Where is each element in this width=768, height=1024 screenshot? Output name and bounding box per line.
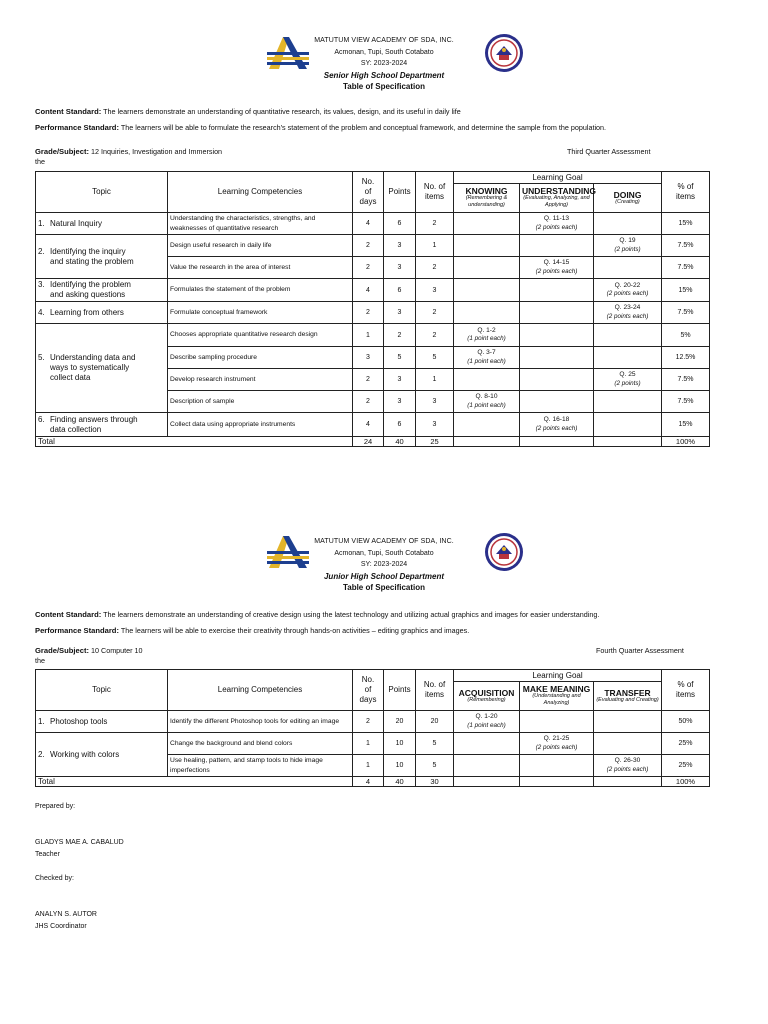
total-items: 30 <box>416 777 454 787</box>
items-cell: 3 <box>416 413 454 437</box>
days-cell: 4 <box>353 413 384 437</box>
topic-cell: 1. Natural Inquiry <box>36 213 168 235</box>
goal2-cell: Q. 11-13 (2 points each) <box>520 213 594 235</box>
goal3-cell: Q. 19 (2 points) <box>594 235 662 257</box>
quarter-label: Fourth Quarter Assessment <box>596 646 684 655</box>
checker-title: JHS Coordinator <box>35 923 87 930</box>
competency-cell: Change the background and blend colors <box>168 733 353 755</box>
days-cell: 1 <box>353 755 384 777</box>
shs-tos-table <box>35 171 710 447</box>
days-cell: 2 <box>353 711 384 733</box>
points-cell: 20 <box>384 711 416 733</box>
table-row <box>36 235 710 257</box>
header-goal-understanding: UNDERSTANDING (Evaluating, Analyzing, and Applying) <box>520 184 594 213</box>
topic-cell: 2. Identifying the inquiry and stating the problem <box>36 235 168 279</box>
total-percent: 100% <box>662 437 710 447</box>
percent-cell: 12.5% <box>662 347 710 369</box>
goal3-cell <box>594 347 662 369</box>
topic-cell: 5. Understanding data and ways to systematically collect data <box>36 324 168 413</box>
percent-cell: 15% <box>662 279 710 302</box>
prepared-by-label: Prepared by: <box>35 803 76 810</box>
jhs-letterhead <box>0 532 768 594</box>
header-percent: % of items <box>662 172 710 213</box>
points-cell: 3 <box>384 302 416 324</box>
items-cell: 1 <box>416 235 454 257</box>
topic-cell: 1. Photoshop tools <box>36 711 168 733</box>
goal1-cell <box>454 733 520 755</box>
performance-standard-text: The learners will be able to formulate the research's statement of the problem and conceptual framework, and determine the sample from the population. <box>120 123 607 132</box>
total-label: Total <box>36 777 353 787</box>
goal2-cell <box>520 302 594 324</box>
percent-cell: 15% <box>662 213 710 235</box>
points-cell: 3 <box>384 235 416 257</box>
points-cell: 6 <box>384 279 416 302</box>
goal2-cell <box>520 324 594 347</box>
percent-cell: 7.5% <box>662 302 710 324</box>
percent-cell: 5% <box>662 324 710 347</box>
grade-subject-label: Grade/Subject: <box>35 646 90 655</box>
topic-cell: 2. Working with colors <box>36 733 168 777</box>
goal3-cell: Q. 26-30 (2 points each) <box>594 755 662 777</box>
competency-cell: Develop research instrument <box>168 369 353 391</box>
percent-cell: 7.5% <box>662 391 710 413</box>
items-cell: 5 <box>416 347 454 369</box>
grade-subject-value: 10 Computer 10 <box>91 646 143 655</box>
topic-cell: 3. Identifying the problem and asking questions <box>36 279 168 302</box>
competency-cell: Description of sample <box>168 391 353 413</box>
table-row <box>36 279 710 302</box>
goal2-cell <box>520 347 594 369</box>
topic-cell: 6. Finding answers through data collection <box>36 413 168 437</box>
goal2-cell <box>520 391 594 413</box>
days-cell: 1 <box>353 733 384 755</box>
points-cell: 3 <box>384 369 416 391</box>
goal1-cell <box>454 235 520 257</box>
competency-cell: Collect data using appropriate instruments <box>168 413 353 437</box>
preparer-title: Teacher <box>35 851 60 858</box>
header-items: No. of items <box>416 172 454 213</box>
goal2-cell: Q. 14-15 (2 points each) <box>520 257 594 279</box>
goal3-cell <box>594 324 662 347</box>
goal3-cell <box>594 711 662 733</box>
percent-cell: 25% <box>662 733 710 755</box>
points-cell: 2 <box>384 324 416 347</box>
header-learning-goal: Learning Goal <box>454 172 662 184</box>
competency-cell: Understanding the characteristics, strengths, and weaknesses of quantitative research <box>168 213 353 235</box>
days-cell: 2 <box>353 257 384 279</box>
header-competencies: Learning Competencies <box>168 172 353 213</box>
performance-standard-label: Performance Standard: <box>35 626 119 635</box>
competency-cell: Formulate conceptual framework <box>168 302 353 324</box>
percent-cell: 7.5% <box>662 235 710 257</box>
items-cell: 5 <box>416 755 454 777</box>
header-topic: Topic <box>36 172 168 213</box>
header-items: No. of items <box>416 670 454 711</box>
points-cell: 6 <box>384 213 416 235</box>
days-cell: 4 <box>353 279 384 302</box>
goal3-cell <box>594 213 662 235</box>
competency-cell: Use healing, pattern, and stamp tools to hide image imperfections <box>168 755 353 777</box>
items-cell: 2 <box>416 324 454 347</box>
goal2-cell <box>520 279 594 302</box>
percent-cell: 15% <box>662 413 710 437</box>
school-name: MATUTUM VIEW ACADEMY OF SDA, INC. <box>314 37 454 44</box>
points-cell: 10 <box>384 733 416 755</box>
days-cell: 2 <box>353 235 384 257</box>
goal3-cell: Q. 25 (2 points) <box>594 369 662 391</box>
grade-subject-value: 12 Inquiries, Investigation and Immersion <box>91 147 223 156</box>
goal1-cell: Q. 8-10 (1 point each) <box>454 391 520 413</box>
department-title: Senior High School Department <box>323 70 445 80</box>
days-cell: 2 <box>353 302 384 324</box>
goal1-cell <box>454 213 520 235</box>
goal1-cell: Q. 1-2 (1 point each) <box>454 324 520 347</box>
goal3-cell: Q. 20-22 (2 points each) <box>594 279 662 302</box>
stray-text: the <box>35 157 45 166</box>
jhs-section <box>0 532 768 786</box>
goal2-cell: Q. 16-18 (2 points each) <box>520 413 594 437</box>
department-title: Junior High School Department <box>323 571 444 581</box>
goal3-cell <box>594 733 662 755</box>
items-cell: 2 <box>416 213 454 235</box>
school-year: SY: 2023-2024 <box>360 561 408 568</box>
content-standard-text: The learners demonstrate an understanding of quantitative research, its values, design, and its useful in daily life <box>103 107 461 116</box>
header-percent: % of items <box>662 670 710 711</box>
points-cell: 5 <box>384 347 416 369</box>
table-title: Table of Specification <box>342 82 426 91</box>
competency-cell: Value the research in the area of interest <box>168 257 353 279</box>
shs-grade-subject-row <box>35 147 735 166</box>
preparer-name: GLADYS MAE A. CABALUD <box>35 839 124 846</box>
checker-name: ANALYN S. AUTOR <box>35 911 97 918</box>
items-cell: 2 <box>416 257 454 279</box>
total-percent: 100% <box>662 777 710 787</box>
table-row <box>36 324 710 347</box>
content-standard-label: Content Standard: <box>35 107 102 116</box>
goal1-cell <box>454 257 520 279</box>
goal3-cell <box>594 413 662 437</box>
header-goal-doing: DOING (Creating) <box>594 184 662 213</box>
table-row <box>36 711 710 733</box>
header-days: No. of days <box>353 670 384 711</box>
school-year: SY: 2023-2024 <box>360 60 408 67</box>
percent-cell: 50% <box>662 711 710 733</box>
total-items: 25 <box>416 437 454 447</box>
points-cell: 10 <box>384 755 416 777</box>
percent-cell: 7.5% <box>662 369 710 391</box>
table-row <box>36 302 710 324</box>
shs-standards <box>35 104 735 136</box>
stray-text: the <box>35 656 45 665</box>
goal2-cell <box>520 711 594 733</box>
school-name: MATUTUM VIEW ACADEMY OF SDA, INC. <box>314 538 454 545</box>
days-cell: 2 <box>353 369 384 391</box>
school-address: Acmonan, Tupi, South Cotabato <box>334 549 434 557</box>
performance-standard-label: Performance Standard: <box>35 123 119 132</box>
topic-cell: 4. Learning from others <box>36 302 168 324</box>
percent-cell: 25% <box>662 755 710 777</box>
jhs-standards <box>35 607 735 639</box>
goal1-cell <box>454 369 520 391</box>
goal2-cell <box>520 369 594 391</box>
header-competencies: Learning Competencies <box>168 670 353 711</box>
points-cell: 3 <box>384 257 416 279</box>
items-cell: 3 <box>416 279 454 302</box>
days-cell: 3 <box>353 347 384 369</box>
table-row <box>36 213 710 235</box>
header-goal-make-meaning: MAKE MEANING (Understanding and Analyzing) <box>520 682 594 711</box>
goal1-cell <box>454 413 520 437</box>
jhs-grade-subject-row <box>35 646 735 665</box>
items-cell: 1 <box>416 369 454 391</box>
items-cell: 3 <box>416 391 454 413</box>
goal2-cell <box>520 235 594 257</box>
header-goal-knowing: KNOWING (Remembering & understanding) <box>454 184 520 213</box>
competency-cell: Chooses appropriate quantitative research design <box>168 324 353 347</box>
signoff-block <box>35 801 124 933</box>
header-points: Points <box>384 172 416 213</box>
total-label: Total <box>36 437 353 447</box>
days-cell: 1 <box>353 324 384 347</box>
competency-cell: Formulates the statement of the problem <box>168 279 353 302</box>
header-topic: Topic <box>36 670 168 711</box>
jhs-tos-table <box>35 669 710 787</box>
goal1-cell: Q. 1-20 (1 point each) <box>454 711 520 733</box>
table-row <box>36 413 710 437</box>
total-days: 24 <box>353 437 384 447</box>
goal2-cell: Q. 21-25 (2 points each) <box>520 733 594 755</box>
items-cell: 20 <box>416 711 454 733</box>
performance-standard-text: The learners will be able to exercise their creativity through hands-on activities – editing graphics and images. <box>120 626 470 635</box>
goal2-cell <box>520 755 594 777</box>
goal3-cell <box>594 391 662 413</box>
checked-by-label: Checked by: <box>35 875 74 882</box>
header-points: Points <box>384 670 416 711</box>
header-goal-transfer: TRANSFER (Evaluating and Creating) <box>594 682 662 711</box>
percent-cell: 7.5% <box>662 257 710 279</box>
goal1-cell <box>454 755 520 777</box>
shs-letterhead <box>0 33 768 95</box>
competency-cell: Identify the different Photoshop tools for editing an image <box>168 711 353 733</box>
competency-cell: Design useful research in daily life <box>168 235 353 257</box>
content-standard-text: The learners demonstrate an understanding of creative design using the latest technology and utilizing actual graphics and images for easier understanding. <box>103 610 600 619</box>
points-cell: 3 <box>384 391 416 413</box>
header-goal-acquisition: ACQUISITION (Remembering) <box>454 682 520 711</box>
school-address: Acmonan, Tupi, South Cotabato <box>334 48 434 56</box>
content-standard-label: Content Standard: <box>35 610 102 619</box>
goal1-cell <box>454 302 520 324</box>
quarter-label: Third Quarter Assessment <box>567 147 651 156</box>
goal1-cell <box>454 279 520 302</box>
goal3-cell <box>594 257 662 279</box>
items-cell: 2 <box>416 302 454 324</box>
days-cell: 2 <box>353 391 384 413</box>
shs-section <box>0 33 768 446</box>
total-days: 4 <box>353 777 384 787</box>
days-cell: 4 <box>353 213 384 235</box>
table-row <box>36 733 710 755</box>
header-days: No. of days <box>353 172 384 213</box>
total-row <box>36 437 710 447</box>
total-points: 40 <box>384 437 416 447</box>
table-title: Table of Specification <box>342 583 426 592</box>
items-cell: 5 <box>416 733 454 755</box>
header-learning-goal: Learning Goal <box>454 670 662 682</box>
goal1-cell: Q. 3-7 (1 point each) <box>454 347 520 369</box>
total-row <box>36 777 710 787</box>
grade-subject-label: Grade/Subject: <box>35 147 90 156</box>
total-points: 40 <box>384 777 416 787</box>
points-cell: 6 <box>384 413 416 437</box>
goal3-cell: Q. 23-24 (2 points each) <box>594 302 662 324</box>
competency-cell: Describe sampling procedure <box>168 347 353 369</box>
